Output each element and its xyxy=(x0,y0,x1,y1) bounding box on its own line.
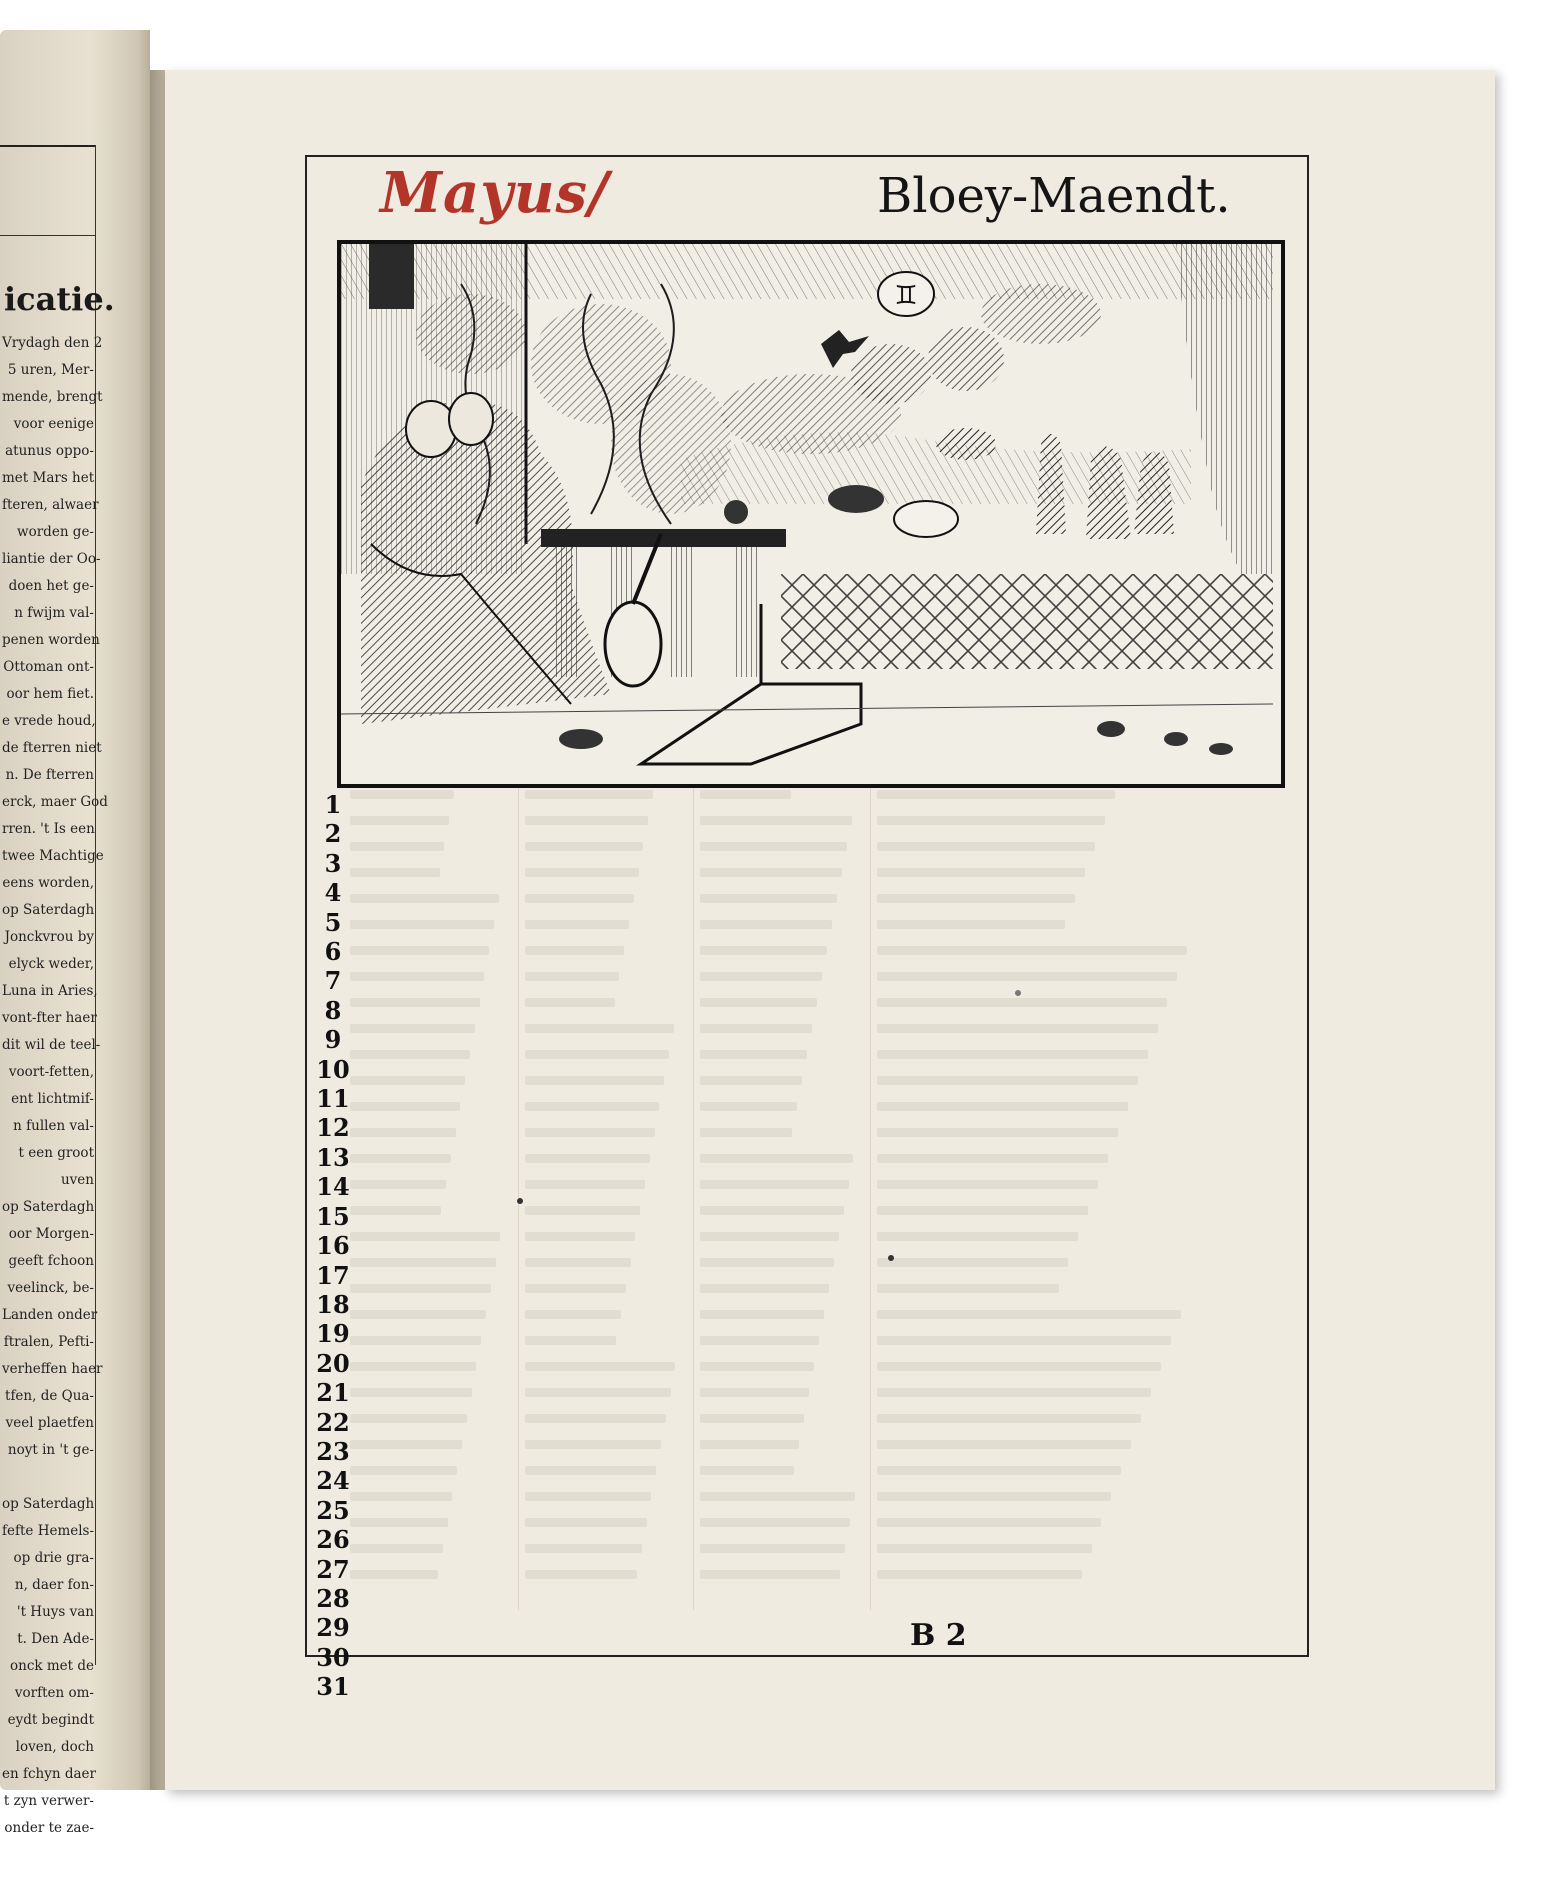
window xyxy=(369,244,414,309)
left-page-text-column xyxy=(2,330,108,1842)
day-number: 21 xyxy=(316,1378,350,1408)
day-number: 14 xyxy=(316,1172,350,1202)
left-page-text-line: vont-fter haer xyxy=(2,1010,97,1026)
day-number: 6 xyxy=(324,937,342,967)
day-number: 28 xyxy=(316,1583,350,1613)
day-number: 20 xyxy=(316,1348,350,1378)
day-number: 16 xyxy=(316,1231,350,1261)
ink-fleck xyxy=(517,1198,523,1204)
day-number: 25 xyxy=(316,1495,350,1525)
day-number: 5 xyxy=(324,907,342,937)
left-page-text-line: eydt begindt xyxy=(7,1712,94,1728)
day-number: 17 xyxy=(316,1260,350,1290)
left-page-text-line: rren. 't Is een xyxy=(2,821,95,837)
left-page-text-line: op Saterdagh xyxy=(2,1496,95,1512)
left-page-text-line: geeft fchoon xyxy=(8,1253,94,1269)
left-facing-page xyxy=(0,30,150,1836)
left-page-text-line: noyt in 't ge- xyxy=(7,1442,94,1458)
month-title-latin: Mayus/ xyxy=(380,160,610,226)
left-page-text-line: n fwijm val- xyxy=(14,605,94,621)
left-page-column-rule xyxy=(95,145,96,1665)
svg-text:♊: ♊ xyxy=(894,281,918,311)
left-page-text-line: loven, doch xyxy=(15,1739,94,1755)
left-page-text-line: voor eenige xyxy=(13,416,94,432)
sheep xyxy=(894,501,958,537)
day-of-month-column xyxy=(293,790,373,1702)
day-number: 2 xyxy=(324,819,342,849)
left-page-text-line: Luna in Aries, xyxy=(2,983,98,999)
left-page-text-line: met Mars het xyxy=(2,470,95,486)
calendar-border-bottom xyxy=(305,1655,1309,1657)
left-page-text-line: fefte Hemels- xyxy=(2,1523,95,1539)
left-page-text-line: penen worden xyxy=(2,632,100,648)
woodcut-scene-svg xyxy=(341,244,1273,776)
left-page-text-line: n. De fterren xyxy=(5,767,94,783)
day-number: 22 xyxy=(316,1407,350,1437)
left-page-text-line: Ottoman ont- xyxy=(3,659,94,675)
woodcut-illustration xyxy=(337,240,1285,788)
day-number: 7 xyxy=(324,966,342,996)
tree-trunk xyxy=(1176,244,1273,574)
dancing-figures xyxy=(1036,434,1174,539)
day-number: 27 xyxy=(316,1554,350,1584)
left-page-text-line: uven xyxy=(60,1172,94,1188)
left-page-text-line: ent lichtmif- xyxy=(11,1091,94,1107)
left-page-text-line: op Saterdagh xyxy=(2,1199,95,1215)
left-page-text-line: ftralen, Pefti- xyxy=(3,1334,94,1350)
left-page-text-line: t zyn verwer- xyxy=(3,1793,94,1809)
goat xyxy=(936,428,996,460)
left-page-text-line: de fterren niet xyxy=(2,740,102,756)
left-page-text-line: worden ge- xyxy=(17,524,94,540)
left-page-text-line: eens worden, xyxy=(2,875,94,891)
left-page-heading: icatie. xyxy=(4,280,115,318)
left-page-text-line: verheffen haer xyxy=(2,1361,103,1377)
left-page-text-line: Jonckvrou by xyxy=(4,929,94,945)
left-page-text-line: twee Machtige xyxy=(2,848,104,864)
day-number: 12 xyxy=(316,1113,350,1143)
ink-fleck xyxy=(888,1255,894,1261)
left-page-text-line: elyck weder, xyxy=(8,956,94,972)
lattice-fence xyxy=(781,574,1273,669)
month-title-dutch: Bloey-Maendt. xyxy=(877,168,1231,224)
left-page-text-line: 5 uren, Mer- xyxy=(7,362,94,378)
day-number: 19 xyxy=(316,1319,350,1349)
day-number: 1 xyxy=(324,790,342,819)
day-number: 18 xyxy=(316,1289,350,1319)
left-page-text-line: onder te zae- xyxy=(4,1820,94,1836)
left-page-text-line: erck, maer God xyxy=(2,794,108,810)
lute xyxy=(605,602,661,686)
day-number: 23 xyxy=(316,1436,350,1466)
left-page-text-line: liantie der Oo- xyxy=(2,551,101,567)
left-page-text-line: n, daer fon- xyxy=(14,1577,94,1593)
day-number: 11 xyxy=(316,1084,350,1114)
grazing-animal xyxy=(828,485,884,513)
left-page-text-line: t een groot xyxy=(18,1145,94,1161)
calendar-page xyxy=(165,70,1495,1790)
left-page-text-line: op drie gra- xyxy=(13,1550,94,1566)
left-page-text-line xyxy=(2,1464,94,1491)
day-number: 29 xyxy=(316,1613,350,1643)
left-page-text-line: voort-fetten, xyxy=(8,1064,94,1080)
left-page-text-line: n fullen val- xyxy=(13,1118,94,1134)
left-page-text-line: tfen, de Qua- xyxy=(5,1388,94,1404)
left-page-text-line: e vrede houd, xyxy=(2,713,96,729)
left-page-text-line: t. Den Ade- xyxy=(17,1631,94,1647)
left-page-text-line: atunus oppo- xyxy=(5,443,94,459)
day-number: 3 xyxy=(324,848,342,878)
day-number: 24 xyxy=(316,1466,350,1496)
left-page-text-line: oor hem fiet. xyxy=(6,686,94,702)
ball-finial xyxy=(724,500,748,524)
left-page-text-line: 't Huys van xyxy=(16,1604,94,1620)
left-page-text-line: onck met de xyxy=(10,1658,94,1674)
balustrade-rail xyxy=(541,529,786,547)
day-number: 26 xyxy=(316,1525,350,1555)
day-number: 9 xyxy=(324,1025,342,1055)
left-page-text-line: oor Morgen- xyxy=(8,1226,94,1242)
left-page-text-line: Vrydagh den 2 xyxy=(2,335,103,351)
left-page-text-line: dit wil de teel- xyxy=(2,1037,101,1053)
left-page-text-line: veel plaetfen xyxy=(5,1415,94,1431)
left-page-text-line: fteren, alwaer xyxy=(2,497,99,513)
left-page-text-line: veelinck, be- xyxy=(7,1280,94,1296)
day-number: 15 xyxy=(316,1201,350,1231)
day-number: 8 xyxy=(324,995,342,1025)
day-number: 13 xyxy=(316,1142,350,1172)
left-page-text-line: vorften om- xyxy=(14,1685,94,1701)
left-page-header-rule xyxy=(0,235,95,236)
signature-mark: B 2 xyxy=(910,1618,967,1653)
day-number: 10 xyxy=(316,1054,350,1084)
day-number: 30 xyxy=(316,1642,350,1672)
left-page-top-rule xyxy=(0,145,95,147)
left-page-text-line: Landen onder xyxy=(2,1307,98,1323)
left-page-text-line: doen het ge- xyxy=(8,578,94,594)
left-page-text-line: mende, brengt xyxy=(2,389,103,405)
ink-fleck xyxy=(1015,990,1021,996)
left-page-text-line: op Saterdagh xyxy=(2,902,95,918)
day-number: 4 xyxy=(324,878,342,908)
stone-steps xyxy=(641,684,861,764)
day-number: 31 xyxy=(316,1672,350,1702)
left-page-text-line: en fchyn daer xyxy=(2,1766,96,1782)
